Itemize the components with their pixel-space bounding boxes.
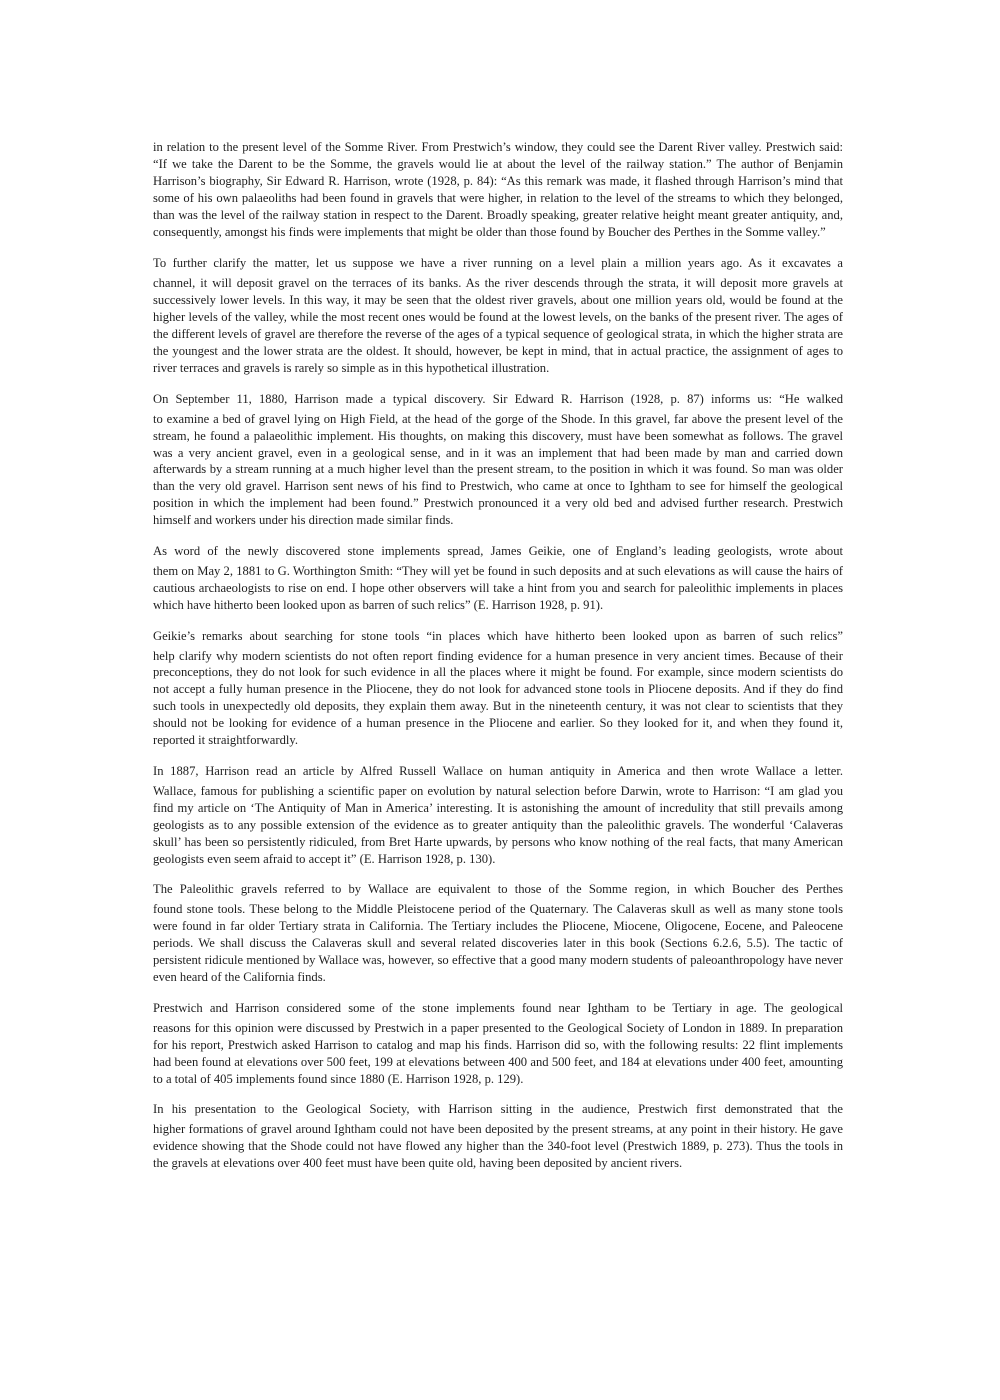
paragraph-geological-society	[153, 1101, 843, 1172]
paragraph-text: higher formations of gravel around Ightham could not have been deposited by the present streams, at any point in their history. He gave evidence showing that the Shode could not have flowed any higher than the 340-foot level (Prestwich 1889, p. 273). Thus the tools in the gravels at elevations over 400 feet must have been quite old, having been deposited by ancient rivers.	[153, 1122, 843, 1171]
paragraph-first-line: The Paleolithic gravels referred to by Wallace are equivalent to those of the Somme region, in which Boucher des Perthes	[153, 882, 843, 897]
paragraph-text: reasons for this opinion were discussed by Prestwich in a paper presented to the Geological Society of London in 1889. In preparation for his report, Prestwich asked Harrison to catalog and map his finds. Harrison did so, with the following results: 22 flint implements had been found at elevations over 500 feet, 199 at elevations between 400 and 500 feet, and 184 at elevations under 400 feet, amounting to a total of 405 implements found since 1880 (E. Harrison 1928, p. 129).	[153, 1020, 843, 1086]
paragraph-harrison-discovery	[153, 391, 843, 529]
document-page	[153, 139, 843, 1186]
paragraph-geikie-remarks	[153, 628, 843, 749]
paragraph-continued	[153, 139, 843, 240]
paragraph-paleolithic-gravels	[153, 881, 843, 985]
paragraph-river-illustration	[153, 255, 843, 376]
paragraph-first-line: As word of the newly discovered stone implements spread, James Geikie, one of England’s leading geologists, wrote about	[153, 544, 843, 559]
paragraph-text: found stone tools. These belong to the Middle Pleistocene period of the Quaternary. The Calaveras skull as well as many stone tools were found in far older Tertiary strata in California. The Tertiary includes the Pliocene, Miocene, Oligocene, Eocene, and Paleocene periods. We shall discuss the Calaveras skull and several related discoveries later in this book (Sections 6.2.6, 5.5). The tactic of persistent ridicule mentioned by Wallace was, however, so effective that a good many modern students of paleoanthropology have never even heard of the California finds.	[153, 902, 843, 984]
paragraph-first-line: In his presentation to the Geological Society, with Harrison sitting in the audience, Prestwich first demonstrated that the	[153, 1102, 843, 1117]
paragraph-text: them on May 2, 1881 to G. Worthington Smith: “They will yet be found in such deposits and at such elevations as will cause the hairs of cautious archaeologists to rise on end. I hope other observers will take a hint from you and search for paleolithic implements in places which have hitherto been looked upon as barren of such relics” (E. Harrison 1928, p. 91).	[153, 563, 843, 612]
paragraph-text: help clarify why modern scientists do not often report finding evidence for a human presence in very ancient times. Because of their preconceptions, they do not look for such evidence in all the places where it might be found. For example, since modern scientists do not accept a fully human presence in the Pliocene, they do not look for advanced stone tools in Pliocene deposits. And if they do find such tools in unexpectedly old deposits, they explain them away. But in the nineteenth century, it was not clear to scientists that they should not be looking for evidence of a human presence in the Pliocene and earlier. So they looked for it, and when they found it, reported it straightforwardly.	[153, 648, 843, 748]
paragraph-text: to examine a bed of gravel lying on High Field, at the head of the gorge of the Shode. In this gravel, far above the present level of the stream, he found a palaeolithic implement. His thoughts, on making this discovery, must have been somewhat as follows. The gravel was a very ancient gravel, even in a geological sense, and in it was an implement that had been made by man and carried down afterwards by a stream running at a much higher level than the present stream, to the position in which it was found. So man was older than the very old gravel. Harrison sent news of his find to Prestwich, who came at once to Ightham to see for himself the geological position in which the implement had been found.” Prestwich pronounced it a very old bed and advised further research. Prestwich himself and workers under his direction made similar finds.	[153, 411, 843, 528]
paragraph-first-line: On September 11, 1880, Harrison made a typical discovery. Sir Edward R. Harrison (1928, p. 87) informs us: “He walked	[153, 391, 843, 406]
paragraph-first-line: Geikie’s remarks about searching for stone tools “in places which have hitherto been looked upon as barren of such relics”	[153, 628, 843, 643]
paragraph-first-line: In 1887, Harrison read an article by Alfred Russell Wallace on human antiquity in America and then wrote Wallace a letter.	[153, 764, 843, 778]
paragraph-text: Wallace, famous for publishing a scientific paper on evolution by natural selection before Darwin, wrote to Harrison: “I am glad you find my article on ‘The Antiquity of Man in America’ interesting. It is astonishing the amount of incredulity that still prevails among geologists as to any possible extension of the evidence as to greater antiquity than the paleolithic gravels. The wonderful ‘Calaveras skull’ has been so persistently ridiculed, from Bret Harte upwards, by persons who know nothing of the real facts, that many American geologists even seem afraid to accept it” (E. Harrison 1928, p. 130).	[153, 783, 843, 866]
paragraph-geikie-letter	[153, 543, 843, 614]
paragraph-text: channel, it will deposit gravel on the terraces of its banks. As the river descends through the strata, it will deposit more gravels at successively lower levels. In this way, it may be seen that the oldest river gravels, about one million years old, would be found at the higher levels of the valley, while the most recent ones would be found at the lowest levels, on the banks of the present river. The ages of the different levels of gravel are therefore the reverse of the ages of a typical sequence of geological strata, in which the higher strata are the youngest and the lower strata are the oldest. It should, however, be kept in mind, that in actual practice, the assignment of ages to river terraces and gravels is rarely so simple as in this hypothetical illustration.	[153, 276, 843, 375]
paragraph-wallace-letter	[153, 763, 843, 867]
paragraph-first-line: To further clarify the matter, let us suppose we have a river running on a level plain a million years ago. As it excavates a	[153, 256, 843, 271]
paragraph-tertiary-age	[153, 1000, 843, 1088]
paragraph-text: in relation to the present level of the Somme River. From Prestwich’s window, they could see the Darent River valley. Prestwich said: “If we take the Darent to be the Somme, the gravels would lie at about the level of the railway station.” The author of Benjamin Harrison’s biography, Sir Edward R. Harrison, wrote (1928, p. 84): “As this remark was made, it flashed through Harrison’s mind that some of his own palaeoliths had been found in gravels that were higher, in relation to the level of the streams to which they belonged, than was the level of the railway station in respect to the Darent. Broadly speaking, greater relative height meant greater antiquity, and, consequently, amongst his finds were implements that might be older than those found by Boucher des Perthes in the Somme valley.”	[153, 140, 843, 239]
paragraph-first-line: Prestwich and Harrison considered some of the stone implements found near Ightham to be Tertiary in age. The geological	[153, 1000, 843, 1015]
